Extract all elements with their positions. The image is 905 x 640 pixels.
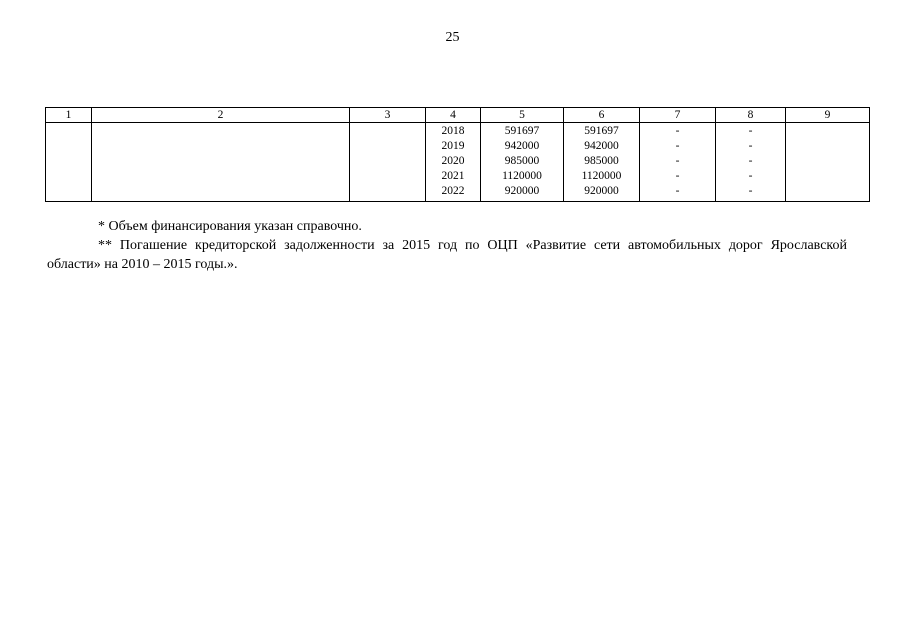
table-header-row [46,108,870,123]
cell-year [426,123,481,202]
dash-value: - [748,140,753,152]
dash-value: - [748,155,753,167]
table-row [46,123,870,202]
header-cell-9: 9 [786,108,870,123]
amount-value: 942000 [584,140,619,152]
footnote-reference-note: * Объем финансирования указан справочно. [98,219,362,234]
cell-col-8 [716,123,786,202]
cell-col-7 [640,123,716,202]
year-value: 2021 [441,170,465,182]
footnotes [47,217,847,274]
amount-value: 591697 [584,125,619,137]
cell-col-3 [350,123,426,202]
cell-col-5 [481,123,564,202]
header-cell-4: 4 [426,108,481,123]
dash-value: - [748,185,753,197]
cell-col-6 [564,123,640,202]
cell-col-9 [786,123,870,202]
year-value: 2019 [441,140,465,152]
dash-value: - [675,155,680,167]
year-value: 2018 [441,125,465,137]
header-cell-3: 3 [350,108,426,123]
cell-col-2 [92,123,350,202]
amount-value: 1120000 [502,170,542,182]
header-cell-6: 6 [564,108,640,123]
cell-col-1 [46,123,92,202]
amount-value: 942000 [504,140,540,152]
amount-value: 920000 [584,185,619,197]
header-cell-7: 7 [640,108,716,123]
dash-value: - [675,185,680,197]
year-value: 2020 [441,155,465,167]
year-value: 2022 [441,185,465,197]
header-cell-5: 5 [481,108,564,123]
header-cell-1: 1 [46,108,92,123]
page-number: 25 [445,30,460,45]
amount-value: 1120000 [581,170,622,182]
dash-value: - [675,170,680,182]
dash-value: - [675,140,680,152]
dash-value: - [748,125,753,137]
amount-value: 920000 [504,185,540,197]
data-table [45,107,870,202]
amount-value: 591697 [504,125,540,137]
header-cell-8: 8 [716,108,786,123]
footnote-debt-note: ** Погашение кредиторской задолженности за 2015 год по ОЦП «Развитие сети автомобильных дорог Ярославской области» на 2010 – 2015 годы.». [47,238,847,272]
header-cell-2: 2 [92,108,350,123]
dash-value: - [748,170,753,182]
amount-value: 985000 [584,155,619,167]
amount-value: 985000 [504,155,540,167]
dash-value: - [675,125,680,137]
